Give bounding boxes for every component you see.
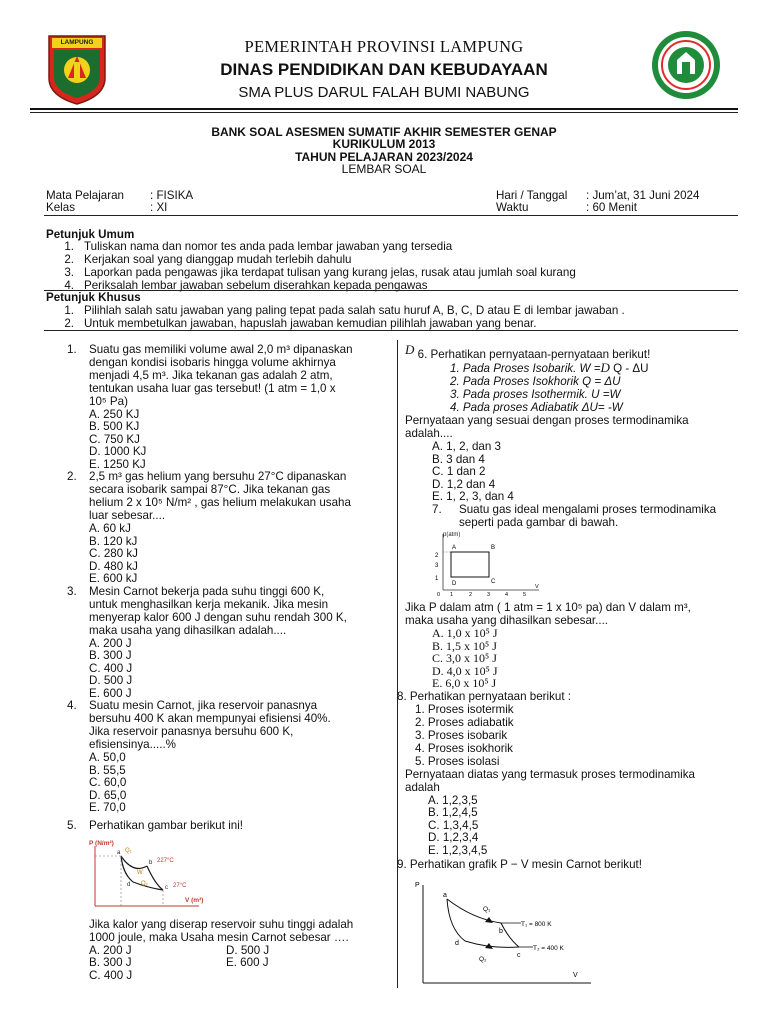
question-text: luar sebesar.... <box>89 509 166 523</box>
left-column <box>67 343 397 981</box>
answer-marker: D <box>405 342 415 357</box>
option: C. 1 dan 2 <box>432 465 486 479</box>
option: A. 1,2,3,5 <box>428 793 478 807</box>
option: B. 300 J <box>89 649 132 663</box>
option: C. 400 J <box>89 661 133 675</box>
question-text: Suatu gas memiliki volume awal 2,0 m³ dipanaskan <box>89 343 353 356</box>
v-axis: V <box>573 972 578 980</box>
question-6 <box>405 343 745 503</box>
option: E. 1, 2, 3, dan 4 <box>432 490 514 504</box>
option: C. 1,3,4,5 <box>428 818 479 832</box>
t1-label: 227°C <box>157 857 174 864</box>
point-a: A <box>452 545 457 552</box>
header-dinas: DINAS PENDIDIKAN DAN KEBUDAYAAN <box>220 60 548 79</box>
tick-x3: 3 <box>487 592 491 599</box>
lampung-logo-text: LAMPUNG <box>60 39 94 46</box>
q1-label: Q₁ <box>125 847 132 854</box>
question-text: Perhatikan gambar berikut ini! <box>89 818 244 832</box>
carnot-graph-small <box>89 840 219 912</box>
option: C. 3,0 x 10⁵ J <box>432 651 497 666</box>
q2-label: Q₂ <box>141 880 148 887</box>
option: B. 55,5 <box>89 763 126 777</box>
question-7 <box>405 503 745 529</box>
question-text: tentukan usaha luar gas tersebut! (1 atm = 1,0 x <box>89 381 336 395</box>
umum-rule <box>44 290 738 291</box>
option: D. 1000 KJ <box>89 445 147 459</box>
q7-graph <box>431 530 745 601</box>
work-label: W <box>137 869 143 876</box>
option: B. 300 J <box>89 956 132 970</box>
question-4 <box>67 699 397 813</box>
option: E. 1250 KJ <box>89 457 146 471</box>
option: C. 280 kJ <box>89 547 138 561</box>
question-number: 7. <box>432 502 442 516</box>
question-text: Pernyataan diatas yang termasuk proses termodinamika <box>405 767 695 781</box>
tick-y2: 2 <box>435 553 439 560</box>
question-number: 4. <box>67 699 77 713</box>
question-8: 8. Perhatikan pernyataan berikut : <box>397 689 572 703</box>
question-text: Pernyataan yang sesuai dengan proses termodinamika <box>405 414 689 428</box>
t1-label: T₁ = 800 K <box>521 921 552 929</box>
pv-graph <box>431 530 541 598</box>
question-text: 2,5 m³ gas helium yang bersuhu 27°C dipanaskan <box>89 470 347 484</box>
title-tahun: TAHUN PELAJARAN 2023/2024 <box>295 150 473 164</box>
option: B. 120 kJ <box>89 534 138 548</box>
list-item: 3. Proses isobarik <box>415 728 508 742</box>
option: D. 1,2,3,4 <box>428 831 479 845</box>
tick-x4: 4 <box>505 592 509 599</box>
option: C. 750 KJ <box>89 432 140 446</box>
option: D. 480 kJ <box>89 559 138 573</box>
point-c: C <box>491 579 496 586</box>
list-item: 2. Proses adiabatik <box>415 715 514 729</box>
label-kelas: Kelas <box>46 201 76 214</box>
option: E. 6,0 x 10⁵ J <box>432 676 497 691</box>
option: E. 1,2,3,4,5 <box>428 843 488 857</box>
option: D. 4,0 x 10⁵ J <box>432 663 498 678</box>
y-axis-label: P (N/m²) <box>89 839 114 847</box>
tick-origin: 0 <box>437 592 441 599</box>
header-province: PEMERINTAH PROVINSI LAMPUNG <box>244 37 524 56</box>
point-a: a <box>117 849 121 856</box>
option: C. 400 J <box>89 968 133 982</box>
list-item: 2. Kerjakan soal yang dianggap mudah terlebih dahulu <box>64 252 352 266</box>
option: A. 1, 2, dan 3 <box>432 440 501 454</box>
list-item: 1. Proses isotermik <box>415 702 514 716</box>
option: A. 200 J <box>89 943 132 957</box>
q1-label: Q₁ <box>483 906 491 914</box>
point-c: c <box>517 952 521 960</box>
question-text: 1000 joule, maka Usaha mesin Carnot sebesar …. <box>89 930 349 944</box>
value-kelas: : XI <box>150 201 168 214</box>
list-item: 4. Proses isokhorik <box>415 741 513 755</box>
question-1 <box>67 343 397 470</box>
option: C. 60,0 <box>89 776 127 790</box>
option: E. 600 kJ <box>89 572 138 586</box>
statement: 2. Pada Proses Isokhorik Q = ΔU <box>450 375 621 389</box>
petunjuk-umum-list <box>46 240 746 292</box>
statement: 4. Pada proses Adiabatik ΔU= -W <box>450 401 623 415</box>
question-number: 1. <box>67 343 77 356</box>
tick-x5: 5 <box>523 592 527 599</box>
point-a: a <box>443 892 447 900</box>
x-axis-label: V (m³) <box>185 896 204 904</box>
petunjuk-khusus-heading: Petunjuk Khusus <box>46 291 141 304</box>
carnot-graph <box>413 881 593 987</box>
option: A. 50,0 <box>89 751 126 765</box>
question-text: Jika P dalam atm ( 1 atm = 1 x 10⁵ pa) dan V dalam m³, <box>405 601 691 615</box>
option: D. 500 J <box>226 943 270 957</box>
petunjuk-umum-heading: Petunjuk Umum <box>46 228 135 241</box>
option: B. 1,2,4,5 <box>428 806 478 820</box>
statement: 3. Pada proses Isothermik. U =W <box>450 388 621 402</box>
option: B. 1,5 x 10⁵ J <box>432 638 497 653</box>
header-school: SMA PLUS DARUL FALAH BUMI NABUNG <box>238 84 530 101</box>
question-text: Mesin Carnot bekerja pada suhu tinggi 600 K, <box>89 584 325 598</box>
point-d: d <box>455 940 459 948</box>
question-text: untuk menghasilkan kerja mekanik. Jika mesin <box>89 597 329 611</box>
tick-y3: 3 <box>435 563 439 570</box>
question-text: secara isobarik sampai 87°C. Jika tekanan gas <box>89 483 331 497</box>
question-text: bersuhu 400 K akan mempunyai efisiensi 40%. <box>89 712 331 726</box>
value-hari: : Jum’at, 31 Juni 2024 <box>586 189 700 202</box>
question-text: adalah.... <box>405 427 453 441</box>
x-axis-label: V <box>535 584 539 591</box>
point-b: b <box>149 859 153 866</box>
option: A. 60 kJ <box>89 522 131 536</box>
header-rule-thin <box>30 112 738 113</box>
option: D. 1,2 dan 4 <box>432 477 496 491</box>
question-text: 6. Perhatikan pernyataan-pernyataan berikut! <box>417 348 651 361</box>
tick-x1: 1 <box>450 592 454 599</box>
question-text: 10⁵ Pa) <box>89 394 128 408</box>
point-c: c <box>165 884 168 891</box>
list-item: 4. Periksalah lembar jawaban sebelum diserahkan kepada pengawas <box>64 278 428 292</box>
question-text: Suatu mesin Carnot, jika reservoir panasnya <box>89 699 318 713</box>
list-item: 1. Tuliskan nama dan nomor tes anda pada lembar jawaban yang tersedia <box>64 240 453 253</box>
point-d: d <box>127 881 131 888</box>
point-d: D <box>452 581 457 588</box>
right-column <box>397 342 745 990</box>
option: A. 200 J <box>89 636 132 650</box>
question-text: menyerap kalor 600 J dengan suhu rendah 300 K, <box>89 610 347 624</box>
option: E. 600 J <box>89 686 132 700</box>
t2-label: 27°C <box>173 882 187 889</box>
question-number: 3. <box>67 584 77 598</box>
question-text: dengan kondisi isobaris hingga volume akhirnya <box>89 355 336 369</box>
q9-graph <box>413 881 745 990</box>
question-text: maka usaha yang dihasilkan sebesar.... <box>405 614 609 628</box>
question-text: adalah <box>405 780 440 794</box>
tick-y1: 1 <box>435 576 439 583</box>
list-item: 2. Untuk membetulkan jawaban, hapuslah jawaban kemudian pilihlah jawaban yang benar. <box>64 316 537 330</box>
value-mapel: : FISIKA <box>150 189 194 202</box>
label-waktu: Waktu <box>496 201 529 214</box>
option: D. 500 J <box>89 674 133 688</box>
option: A. 250 KJ <box>89 407 140 421</box>
tick-x2: 2 <box>469 592 473 599</box>
label-hari: Hari / Tanggal <box>496 189 568 202</box>
question-9: 9. Perhatikan grafik P − V mesin Carnot berikut! <box>397 858 642 872</box>
option: B. 500 KJ <box>89 420 140 434</box>
question-number: 5. <box>67 818 77 832</box>
t2-label: T₂ = 400 K <box>533 945 564 953</box>
option: E. 70,0 <box>89 801 126 815</box>
label-mapel: Mata Pelajaran <box>46 189 124 202</box>
p-axis: P <box>415 882 420 890</box>
question-5 <box>67 819 397 981</box>
question-text: seperti pada gambar di bawah. <box>459 515 619 529</box>
title-bank-soal: BANK SOAL ASESMEN SUMATIF AKHIR SEMESTER GENAP <box>211 125 557 139</box>
title-kurikulum: KURIKULUM 2013 <box>332 137 436 151</box>
list-item: 5. Proses isolasi <box>415 754 500 768</box>
option: D. 65,0 <box>89 788 127 802</box>
list-item: 1. Pilihlah salah satu jawaban yang paling tepat pada salah satu huruf A, B, C, D atau E di lembar jawaban . <box>64 304 625 317</box>
question-3 <box>67 585 397 699</box>
question-text: menjadi 4,5 m³. Jika tekanan gas adalah 2 atm, <box>89 368 333 382</box>
y-axis-label: p(atm) <box>443 532 461 539</box>
question-text: maka usaha yang dihasilkan adalah.... <box>89 623 287 637</box>
header-rule <box>30 108 738 110</box>
statement: 1. Pada Proses Isobarik. W =D Q - ΔU <box>450 359 649 375</box>
question-text: Jika kalor yang diserap reservoir suhu tinggi adalah <box>89 917 354 931</box>
option: E. 600 J <box>226 956 269 970</box>
q2-label: Q₂ <box>479 956 487 964</box>
point-b: b <box>499 928 503 936</box>
question-text: helium 2 x 10⁵ N/m² , gas helium melakukan usaha <box>89 496 351 510</box>
option: A. 1,0 x 10⁵ J <box>432 626 498 641</box>
title-lembar: LEMBAR SOAL <box>341 162 427 176</box>
value-waktu: : 60 Menit <box>586 201 637 214</box>
question-2 <box>67 470 397 584</box>
question-text: Suatu gas ideal mengalami proses termodinamika <box>459 502 717 516</box>
question-text: efisiensinya.....% <box>89 738 176 752</box>
option: B. 3 dan 4 <box>432 452 485 466</box>
khusus-rule <box>44 330 738 331</box>
question-number: 2. <box>67 470 77 484</box>
question-text: Jika reservoir panasnya bersuhu 600 K, <box>89 725 294 739</box>
petunjuk-khusus-list <box>46 304 746 330</box>
list-item: 3. Laporkan pada pengawas jika terdapat tulisan yang kurang jelas, rusak atau jumlah soal kurang <box>64 265 576 279</box>
column-divider <box>397 340 398 988</box>
q5-graph <box>89 840 353 915</box>
info-rule <box>44 215 738 216</box>
point-b: B <box>491 545 496 552</box>
